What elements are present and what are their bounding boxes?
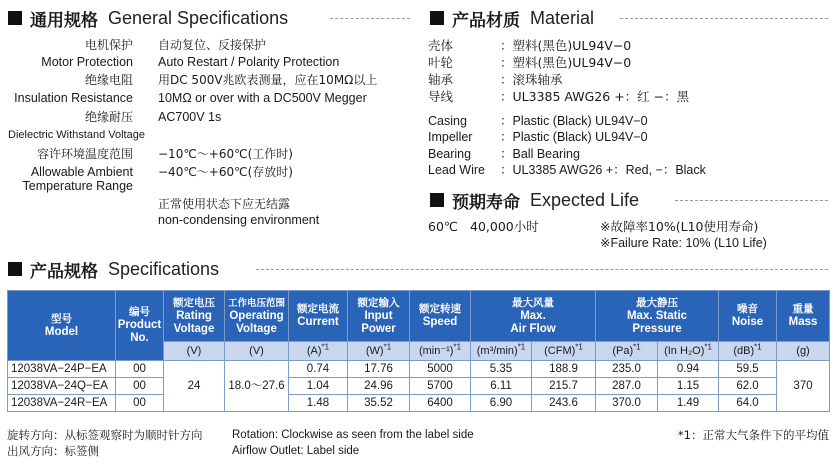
material-title-zh: 产品材质 — [452, 10, 520, 31]
dielectric-label-zh: 绝缘耐压 — [84, 110, 133, 124]
header-speed: 额定转速 Speed — [410, 291, 471, 342]
cell-model: 12038VA−24R−EA — [8, 395, 116, 412]
condensation-note-zh: 正常使用状态下应无结露 — [158, 197, 291, 211]
unit-mass: (g) — [777, 342, 830, 361]
cell-pressure-inh2o: 1.15 — [658, 378, 719, 395]
general-spec-title-en: General Specifications — [108, 7, 289, 28]
ambient-temp-storage: −40℃～+60℃(存放时) — [158, 165, 293, 179]
motor-protection-value-zh: 自动复位、反接保护 — [158, 38, 267, 52]
cell-current: 0.74 — [289, 361, 348, 378]
unit-voltage: (V) — [164, 342, 225, 361]
cell-airflow-cfm: 188.9 — [532, 361, 596, 378]
general-spec-title-zh: 通用规格 — [30, 10, 98, 31]
insulation-resistance-value-zh: 用DC 500V兆欧表测量，应在10MΩ以上 — [158, 73, 378, 87]
cell-current: 1.48 — [289, 395, 348, 412]
material-divider — [620, 18, 828, 19]
material-impeller-value-en: ：Plastic (Black) UL94V−0 — [500, 130, 648, 144]
table-row — [8, 378, 830, 395]
material-bearing-value-en: ：Ball Bearing — [500, 147, 580, 161]
cell-product-no: 00 — [116, 361, 164, 378]
footer-rotation-zh: 旋转方向：从标签观察时为顺时针方向 — [7, 428, 203, 442]
cell-pressure-pa: 235.0 — [596, 361, 658, 378]
cell-current: 1.04 — [289, 378, 348, 395]
unit-pressure-pa: $(Pa)^{*1}$ — [596, 342, 658, 361]
cell-airflow-cfm: 243.6 — [532, 395, 596, 412]
life-temperature: 60℃ — [428, 219, 458, 234]
material-lead-value-zh: ：UL3385 AWG26 +：红 −：黑 — [500, 89, 690, 104]
life-heading — [430, 188, 639, 212]
header-noise: 噪音 Noise — [719, 291, 777, 342]
header-mass: 重量 Mass — [777, 291, 830, 342]
material-impeller-value-zh: ：塑料(黑色)UL94V−0 — [500, 55, 632, 70]
header-input-power: 额定输入 Input Power — [348, 291, 410, 342]
life-title-zh: 预期寿命 — [452, 192, 520, 213]
dielectric-label-en: Dielectric Withstand Voltage — [8, 129, 145, 141]
material-impeller-label-zh: 叶轮 — [428, 55, 454, 70]
unit-operating-voltage: (V) — [225, 342, 289, 361]
table-header-row — [8, 291, 830, 342]
cell-airflow-m3: 6.90 — [471, 395, 532, 412]
motor-protection-value-en: Auto Restart / Polarity Protection — [158, 55, 340, 69]
header-current: 额定电流 Current — [289, 291, 348, 342]
header-model: 型号 Model — [8, 291, 116, 361]
cell-noise: 64.0 — [719, 395, 777, 412]
unit-noise: (dB)$^{*1}$ — [719, 342, 777, 361]
cell-product-no: 00 — [116, 378, 164, 395]
unit-current: $(A)^{*1}$ — [289, 342, 348, 361]
cell-shared-mass: 370 — [777, 361, 830, 412]
cell-speed: 5000 — [410, 361, 471, 378]
cell-model: 12038VA−24Q−EA — [8, 378, 116, 395]
motor-protection-label-en: Motor Protection — [41, 55, 133, 69]
specs-divider — [256, 269, 828, 270]
header-rating-voltage: 额定电压 Rating Voltage — [164, 291, 225, 342]
unit-airflow-m3: $(m^3/\min)^{*1}$ — [471, 342, 532, 361]
specs-title-en: Specifications — [108, 258, 220, 279]
table-row — [8, 395, 830, 412]
cell-pressure-pa: 370.0 — [596, 395, 658, 412]
material-casing-label-en: Casing — [428, 114, 467, 128]
unit-speed: $(\min^{-1})^{*1}$ — [410, 342, 471, 361]
ambient-temp-operating: −10℃～+60℃(工作时) — [158, 147, 293, 161]
dielectric-value: AC700V 1s — [158, 110, 222, 124]
material-bearing-value-zh: ：滚珠轴承 — [500, 72, 563, 87]
cell-airflow-m3: 5.35 — [471, 361, 532, 378]
cell-pressure-inh2o: 1.49 — [658, 395, 719, 412]
cell-noise: 62.0 — [719, 378, 777, 395]
cell-pressure-inh2o: 0.94 — [658, 361, 719, 378]
cell-airflow-m3: 6.11 — [471, 378, 532, 395]
material-lead-label-en: Lead Wire — [428, 163, 485, 177]
ambient-temp-label-zh: 容许环境温度范围 — [36, 147, 133, 161]
cell-shared-operating-voltage: 18.0～27.6 — [225, 361, 289, 412]
cell-pressure-pa: 287.0 — [596, 378, 658, 395]
motor-protection-label-zh: 电机保护 — [84, 38, 133, 52]
material-bearing-label-en: Bearing — [428, 147, 472, 161]
footer-rotation-en: Rotation: Clockwise as seen from the label side — [232, 429, 474, 441]
table-row — [8, 361, 830, 378]
material-casing-label-zh: 壳体 — [428, 38, 454, 53]
unit-power: $(W)^{*1}$ — [348, 342, 410, 361]
ambient-temp-label-en-2: Temperature Range — [22, 179, 133, 193]
life-hours: 40,000小时 — [470, 219, 539, 234]
life-note-zh: ※故障率10%(L10使用寿命) — [600, 219, 759, 234]
material-bearing-label-zh: 轴承 — [428, 72, 454, 87]
square-bullet-icon — [430, 193, 444, 207]
header-product-no: 编号 Product No. — [116, 291, 164, 361]
specs-title-zh: 产品规格 — [30, 261, 98, 282]
square-bullet-icon — [8, 262, 22, 276]
material-lead-value-en: ：UL3385 AWG26 +：Red, −：Black — [500, 163, 706, 177]
material-casing-value-en: ：Plastic (Black) UL94V−0 — [500, 114, 648, 128]
cell-noise: 59.5 — [719, 361, 777, 378]
material-lead-label-zh: 导线 — [428, 89, 454, 104]
square-bullet-icon — [430, 11, 444, 25]
material-heading — [430, 6, 594, 30]
footer-airflow-en: Airflow Outlet: Label side — [232, 445, 360, 457]
insulation-resistance-label-en: Insulation Resistance — [14, 91, 133, 105]
insulation-resistance-value-en: 10MΩ or over with a DC500V Megger — [158, 91, 367, 105]
unit-pressure-inh2o: (In H₂O)$^{*1}$ — [658, 342, 719, 361]
unit-airflow-cfm: (CFM)$^{*1}$ — [532, 342, 596, 361]
life-title-en: Expected Life — [530, 189, 640, 210]
header-air-flow: 最大风量 Max. Air Flow — [471, 291, 596, 342]
square-bullet-icon — [8, 11, 22, 25]
header-static-pressure: 最大静压 Max. Static Pressure — [596, 291, 719, 342]
material-title-en: Material — [530, 7, 595, 28]
material-impeller-label-en: Impeller — [428, 130, 473, 144]
ambient-temp-label-en-1: Allowable Ambient — [30, 165, 133, 179]
cell-shared-voltage: 24 — [164, 361, 225, 412]
header-operating-voltage: 工作电压范围 Operating Voltage — [225, 291, 289, 342]
specs-heading — [8, 257, 219, 281]
life-divider — [675, 200, 828, 201]
material-casing-value-zh: ：塑料(黑色)UL94V−0 — [500, 38, 632, 53]
cell-power: 35.52 — [348, 395, 410, 412]
condensation-note-en: non-condensing environment — [158, 213, 320, 227]
cell-product-no: 00 — [116, 395, 164, 412]
general-spec-heading — [8, 6, 288, 30]
specifications-table — [7, 290, 830, 412]
cell-model: 12038VA−24P−EA — [8, 361, 116, 378]
footer-airflow-zh: 出风方向：标签侧 — [7, 444, 99, 458]
general-spec-divider — [330, 18, 410, 19]
cell-speed: 6400 — [410, 395, 471, 412]
insulation-resistance-label-zh: 绝缘电阻 — [84, 73, 133, 87]
cell-power: 24.96 — [348, 378, 410, 395]
cell-airflow-cfm: 215.7 — [532, 378, 596, 395]
footer-note: *1：正常大气条件下的平均值 — [677, 428, 829, 442]
cell-power: 17.76 — [348, 361, 410, 378]
cell-speed: 5700 — [410, 378, 471, 395]
life-note-en: ※Failure Rate: 10% (L10 Life) — [600, 236, 767, 250]
